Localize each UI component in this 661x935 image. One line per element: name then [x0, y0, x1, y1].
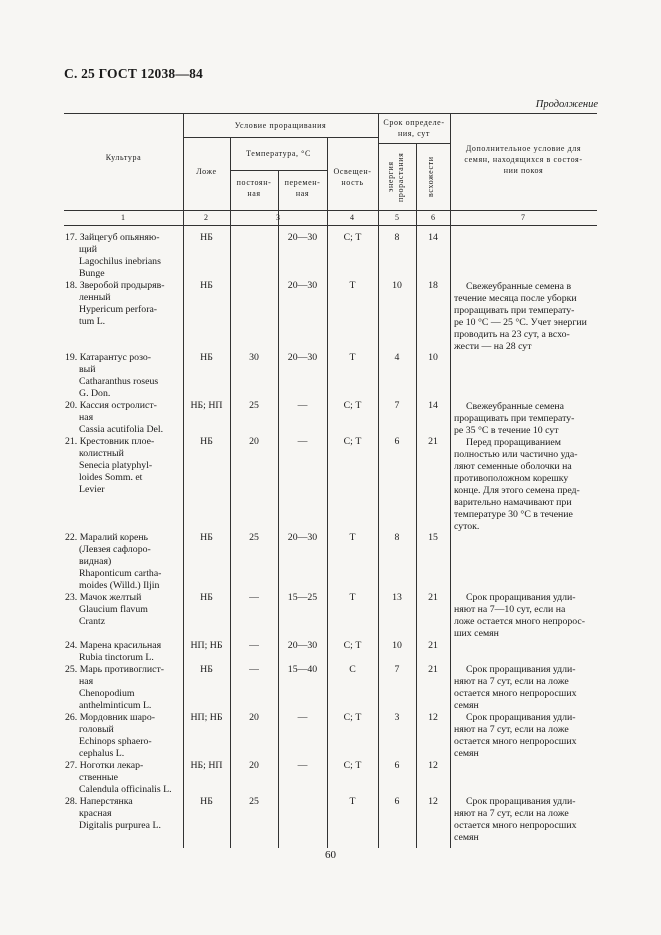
culture-name-line: Senecia platyphyl-: [79, 460, 153, 471]
cell-light: С; Т: [343, 400, 362, 411]
cell-alt: 20—30: [287, 640, 318, 651]
cell-germ: 10: [428, 352, 438, 363]
culture-name-line: Catharanthus roseus: [79, 376, 159, 387]
energy-heading: энергия прорастания: [386, 152, 405, 202]
cell-energy: 6: [394, 796, 400, 807]
cell-bed: НБ: [200, 352, 213, 363]
culture-name-line: Calendula officinalis L.: [79, 784, 172, 795]
cell-light: С; Т: [343, 760, 362, 771]
col-divider-3: [278, 170, 279, 848]
note-23: Срок проращивания удли- няют на 7—10 сут, если на ложе остается много непророс- ших семян: [454, 592, 586, 639]
cell-const: 25: [249, 400, 259, 411]
note-20: Свежеубранные семена проращивать при температу- ре 35 °С в течение 10 сут: [454, 401, 575, 436]
culture-name: [65, 796, 185, 832]
culture-name-line: видная): [79, 556, 112, 567]
culture-name-line: Echinops sphaero-: [79, 736, 152, 747]
culture-name-line: 20. Кассия остролист-: [65, 400, 157, 411]
cell-bed: НБ: [200, 436, 213, 447]
table-top-rule: [64, 113, 597, 114]
culture-name-line: Bunge: [79, 268, 105, 279]
culture-name-line: красная: [79, 808, 112, 819]
cell-light: С; Т: [343, 712, 362, 723]
culture-name-line: 25. Марь противоглист-: [65, 664, 165, 675]
culture-name-line: 24. Марена красильная: [65, 640, 162, 651]
culture-name-line: Levier: [79, 484, 105, 495]
cell-light: Т: [349, 352, 356, 363]
cell-alt: 20—30: [287, 232, 318, 243]
cell-light: Т: [349, 532, 356, 543]
cell-alt: —: [297, 400, 308, 411]
culture-name-line: колистный: [79, 448, 124, 459]
culture-name-line: Digitalis purpurea L.: [79, 820, 161, 831]
col-divider-7: [450, 113, 451, 848]
cell-const: 25: [249, 532, 259, 543]
cell-energy: 10: [392, 640, 402, 651]
cell-const: 25: [249, 796, 259, 807]
cell-bed: НБ: [200, 532, 213, 543]
cell-germ: 12: [428, 796, 438, 807]
cell-energy: 8: [394, 232, 400, 243]
culture-name-line: Chenopodium: [79, 688, 135, 699]
cell-energy: 6: [394, 760, 400, 771]
cell-germ: 18: [428, 280, 438, 291]
cell-energy: 7: [394, 664, 400, 675]
cell-bed: НБ: [200, 232, 213, 243]
culture-name-line: G. Don.: [79, 388, 111, 399]
continued-label: Продолжение: [535, 99, 598, 110]
cell-germ: 14: [428, 232, 438, 243]
culture-name-line: 26. Мордовник шаро-: [65, 712, 155, 723]
cell-alt: 20—30: [287, 532, 318, 543]
cell-bed: НБ: [200, 664, 213, 675]
cell-alt: 20—30: [287, 352, 318, 363]
cell-light: С; Т: [343, 232, 362, 243]
col-number-1: 1: [121, 213, 125, 222]
culture-name-line: Glaucium flavum: [79, 604, 148, 615]
cell-bed: НБ: [200, 592, 213, 603]
cell-light: С; Т: [343, 436, 362, 447]
culture-name-line: вый: [79, 364, 96, 375]
cell-alt: 20—30: [287, 280, 318, 291]
cell-alt: —: [297, 712, 308, 723]
culture-name-line: головый: [79, 724, 114, 735]
cell-germ: 21: [428, 664, 438, 675]
col-number-7: 7: [521, 213, 525, 222]
cell-bed: НБ: [200, 796, 213, 807]
culture-name: [65, 436, 185, 496]
cell-bed: НБ; НП: [190, 400, 223, 411]
culture-name-line: cephalus L.: [79, 748, 125, 759]
col-divider-2: [230, 137, 231, 848]
culture-name-line: anthelminticum L.: [79, 700, 152, 711]
constant-heading: постоян- ная: [236, 178, 272, 198]
cell-alt: 15—25: [287, 592, 318, 603]
culture-name-line: tum L.: [79, 316, 106, 327]
bed-heading: Ложе: [196, 167, 217, 176]
culture-name: [65, 664, 185, 712]
cell-light: С; Т: [343, 640, 362, 651]
additional-heading: Дополнительное условие для семян, находящихся в состоя- нии покоя: [464, 144, 583, 175]
note-18: Свежеубранные семена в течение месяца после уборки проращивать при температу- ре 10 °С — 25 °С. Учет энергии проводить на 23 сут, а всхо- жести — на 28 сут: [454, 281, 587, 352]
cell-germ: 21: [428, 592, 438, 603]
cell-const: 20: [249, 760, 259, 771]
alternating-heading: перемен- ная: [284, 178, 321, 198]
culture-name: [65, 592, 185, 628]
culture-name-line: ная: [79, 412, 94, 423]
culture-name-line: Crantz: [79, 616, 106, 627]
germination-heading: всхожести: [426, 156, 435, 198]
cell-bed: НБ; НП: [190, 760, 223, 771]
cell-const: —: [249, 664, 259, 675]
cell-bed: НП; НБ: [190, 712, 223, 723]
cell-energy: 7: [394, 400, 400, 411]
col-number-4: 4: [350, 213, 354, 222]
note-28: Срок проращивания удли- няют на 7 сут, если на ложе остается много непроросших семян: [454, 796, 577, 843]
header-bottom-rule: [64, 210, 597, 211]
temperature-heading: Температура, °С: [246, 149, 311, 158]
cell-energy: 4: [394, 352, 400, 363]
culture-name-line: 19. Катарантус розо-: [65, 352, 152, 363]
culture-name-line: loides Somm. et: [79, 472, 143, 483]
culture-name-line: 17. Зайцегуб опьяняю-: [65, 232, 160, 243]
culture-name: [65, 232, 185, 280]
culture-name: [65, 760, 185, 796]
cell-light: Т: [349, 592, 356, 603]
cell-const: 30: [249, 352, 259, 363]
cell-germ: 15: [428, 532, 438, 543]
col-number-2: 2: [204, 213, 208, 222]
conditions-rule: [183, 137, 378, 138]
cell-germ: 12: [428, 760, 438, 771]
term-heading: Срок определе- ния, сут: [383, 118, 445, 138]
cell-light: Т: [349, 280, 356, 291]
cell-germ: 14: [428, 400, 438, 411]
culture-name-line: 23. Мачок желтый: [65, 592, 142, 603]
culture-name: [65, 712, 185, 760]
cell-energy: 13: [392, 592, 402, 603]
cell-const: 20: [249, 436, 259, 447]
cell-light: Т: [349, 796, 356, 807]
cell-energy: 6: [394, 436, 400, 447]
culture-name-line: moides (Willd.) Iljin: [79, 580, 160, 591]
culture-name-line: Rhaponticum cartha-: [79, 568, 162, 579]
culture-name: [65, 280, 185, 328]
culture-name: [65, 400, 185, 436]
col-number-3: 3: [276, 213, 280, 222]
culture-name-line: ная: [79, 676, 94, 687]
cell-germ: 21: [428, 640, 438, 651]
cell-bed: НБ: [200, 280, 213, 291]
note-21: Перед проращиванием полностью или частично уда- ляют семенные оболочки на противоположном корешку конце. Для этого семена пред- варительно намачивают при температуре 30 °С в течение суток.: [454, 437, 580, 532]
col-number-rule: [64, 225, 597, 226]
lighting-heading: Освещен- ность: [333, 167, 372, 187]
cell-energy: 3: [394, 712, 400, 723]
cell-const: 20: [249, 712, 259, 723]
culture-name-line: 22. Маралий корень: [65, 532, 149, 543]
page-header: С. 25 ГОСТ 12038—84: [64, 66, 203, 81]
cell-alt: —: [297, 436, 308, 447]
culture-name-line: Cassia acutifolia Del.: [79, 424, 164, 435]
cell-alt: 15—40: [287, 664, 318, 675]
cell-energy: 8: [394, 532, 400, 543]
culture-name-line: ленный: [79, 292, 111, 303]
cell-const: —: [249, 640, 259, 651]
culture-name-line: 18. Зверобой продыряв-: [65, 280, 165, 291]
col-number-6: 6: [431, 213, 435, 222]
culture-heading: Культура: [105, 153, 142, 162]
cell-alt: —: [297, 760, 308, 771]
culture-name: [65, 532, 185, 592]
culture-name-line: 21. Крестовник плое-: [65, 436, 155, 447]
col-number-5: 5: [395, 213, 399, 222]
culture-name-line: Hypericum perfora-: [79, 304, 158, 315]
conditions-heading: Условие проращивания: [234, 121, 327, 130]
cell-const: —: [249, 592, 259, 603]
page-number: 60: [325, 849, 336, 861]
culture-name-line: ственные: [79, 772, 118, 783]
culture-name-line: 28. Наперстянка: [65, 796, 133, 807]
culture-name-line: 27. Ноготки лекар-: [65, 760, 144, 771]
cell-germ: 12: [428, 712, 438, 723]
cell-bed: НП; НБ: [190, 640, 223, 651]
cell-germ: 21: [428, 436, 438, 447]
note-26: Срок проращивания удли- няют на 7 сут, если на ложе остается много непроросших семян: [454, 712, 577, 759]
culture-name-line: (Левзея сафлоро-: [79, 544, 151, 555]
note-25: Срок проращивания удли- няют на 7 сут, если на ложе остается много непроросших семян: [454, 664, 577, 711]
culture-name: [65, 352, 185, 400]
culture-name: [65, 640, 185, 664]
cell-energy: 10: [392, 280, 402, 291]
term-rule: [378, 143, 450, 144]
col-divider-6: [416, 143, 417, 848]
culture-name-line: Lagochilus inebrians: [79, 256, 161, 267]
col-divider-5: [378, 113, 379, 848]
cell-light: С: [349, 664, 356, 675]
culture-name-line: щий: [79, 244, 98, 255]
culture-name-line: Rubia tinctorum L.: [79, 652, 154, 663]
